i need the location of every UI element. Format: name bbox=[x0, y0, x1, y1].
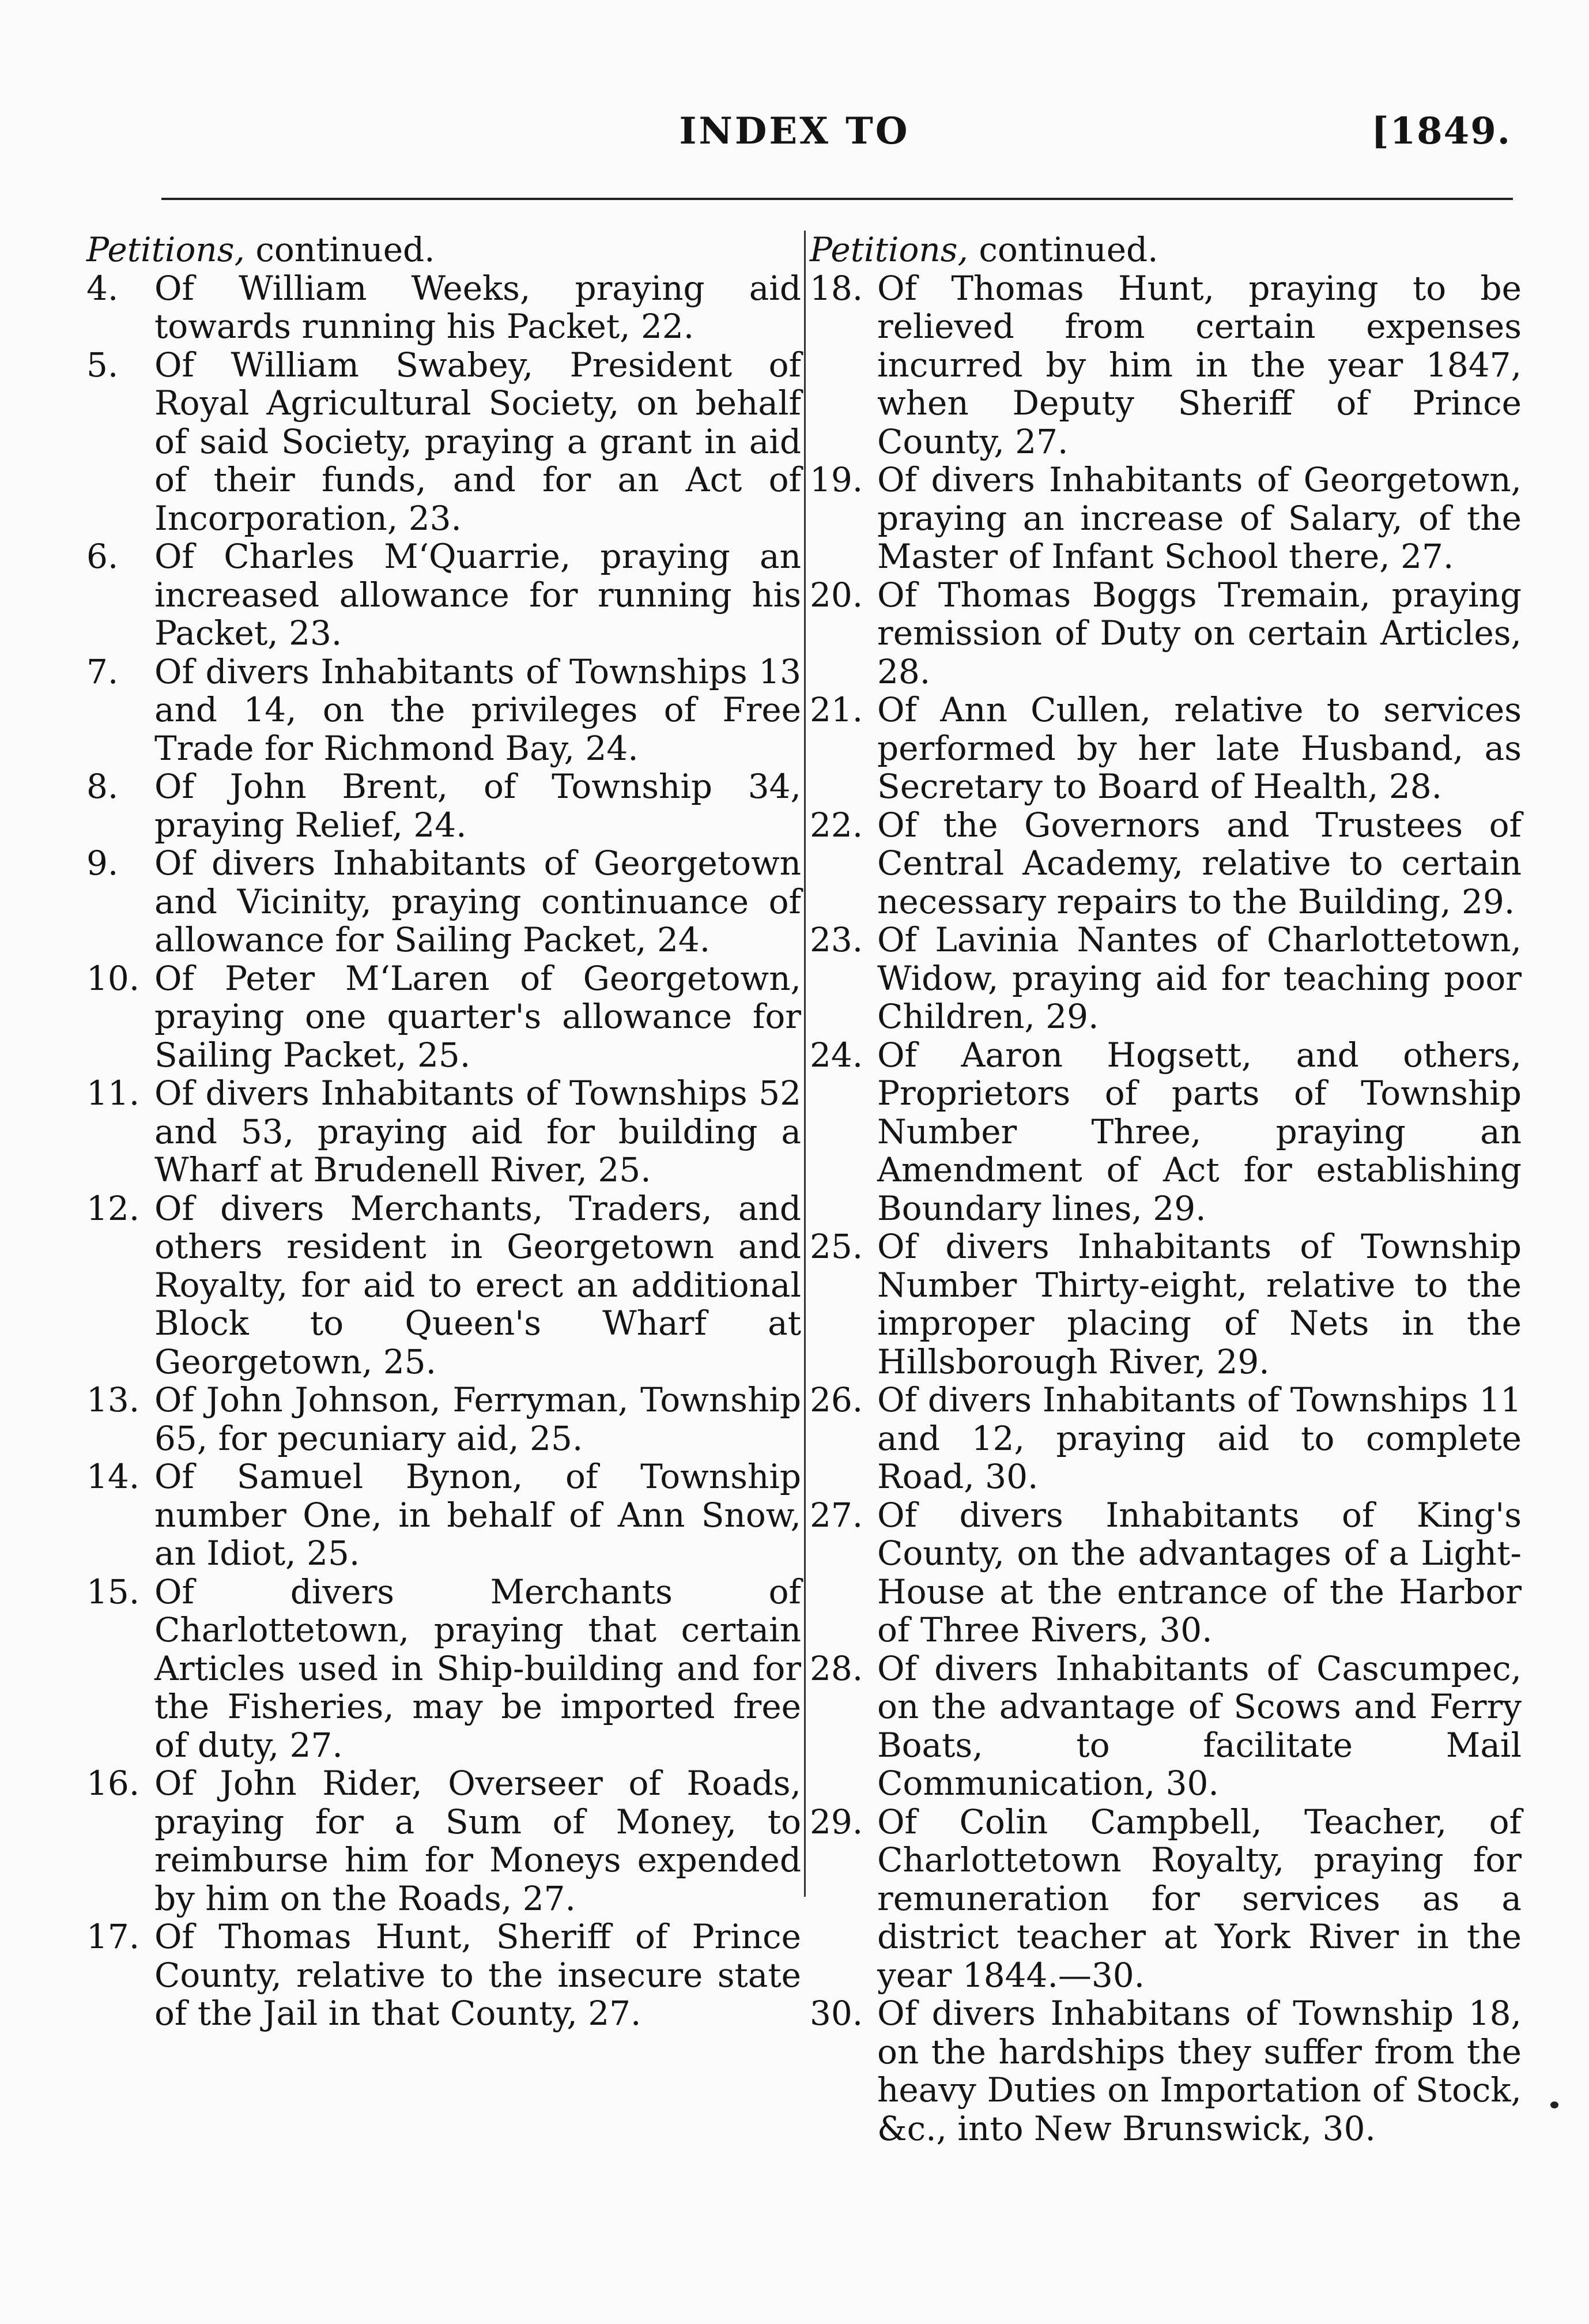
index-entry bbox=[810, 461, 1522, 576]
ink-mark bbox=[1550, 2101, 1558, 2108]
index-entry bbox=[810, 921, 1522, 1036]
entry-number: 8. bbox=[86, 767, 119, 806]
continued-suffix: continued. bbox=[244, 230, 435, 269]
entry-number: 28. bbox=[810, 1648, 863, 1688]
entry-number: 22. bbox=[810, 805, 863, 845]
index-entry bbox=[810, 1649, 1522, 1803]
index-entry bbox=[86, 346, 801, 538]
entry-number: 24. bbox=[810, 1035, 863, 1075]
index-columns bbox=[86, 230, 1522, 2148]
entry-number: 20. bbox=[810, 575, 863, 615]
index-entry bbox=[810, 576, 1522, 691]
entry-text: Of Peter M‘Laren of Georgetown, praying one quarter's allowance for Sailing Packet, 25. bbox=[154, 958, 801, 1075]
index-entry bbox=[86, 1764, 801, 1918]
continued-suffix: continued. bbox=[968, 230, 1158, 269]
entry-text: Of Lavinia Nantes of Charlottetown, Widow, praying aid for teaching poor Children, 29. bbox=[877, 920, 1522, 1036]
entry-number: 9. bbox=[86, 843, 119, 883]
entry-number: 13. bbox=[86, 1380, 140, 1419]
left-continued-heading bbox=[86, 231, 801, 269]
entry-text: Of Samuel Bynon, of Township number One, in behalf of Ann Snow, an Idiot, 25. bbox=[154, 1457, 801, 1573]
index-entry bbox=[86, 1457, 801, 1573]
entry-text: Of John Johnson, Ferryman, Township 65, for pecuniary aid, 25. bbox=[154, 1380, 801, 1458]
entry-text: Of John Rider, Overseer of Roads, praying for a Sum of Money, to reimburse him for Moneys expended by him on the Roads, 27. bbox=[154, 1764, 801, 1918]
entry-number: 7. bbox=[86, 651, 119, 691]
index-entry bbox=[86, 537, 801, 653]
entry-text: Of William Weeks, praying aid towards running his Packet, 22. bbox=[154, 268, 801, 346]
index-entry bbox=[810, 1994, 1522, 2148]
entry-number: 12. bbox=[86, 1188, 140, 1228]
index-entry bbox=[86, 269, 801, 346]
continued-label: Petitions, bbox=[810, 230, 968, 269]
entry-text: Of divers Merchants, Traders, and others resident in Georgetown and Royalty, for aid to erect an additional Block to Queen's Wharf at Georgetown, 25. bbox=[154, 1188, 801, 1381]
left-entry-list bbox=[86, 269, 801, 2033]
left-column bbox=[86, 231, 801, 2033]
entry-number: 29. bbox=[810, 1802, 863, 1841]
entry-number: 26. bbox=[810, 1380, 863, 1419]
entry-text: Of divers Inhabitants of Townships 13 and 14, on the privileges of Free Trade for Richmond Bay, 24. bbox=[154, 651, 801, 768]
index-entry bbox=[86, 844, 801, 959]
entry-number: 27. bbox=[810, 1495, 863, 1535]
entry-text: Of John Brent, of Township 34, praying Relief, 24. bbox=[154, 767, 801, 845]
entry-text: Of divers Inhabitants of Cascumpec, on the advantage of Scows and Ferry Boats, to facilitate Mail Communication, 30. bbox=[877, 1648, 1522, 1803]
entry-number: 25. bbox=[810, 1227, 863, 1266]
entry-text: Of divers Merchants of Charlottetown, praying that certain Articles used in Ship-building and for the Fisheries, may be imported free of duty, 27. bbox=[154, 1572, 801, 1765]
index-entry bbox=[86, 653, 801, 768]
index-entry bbox=[86, 767, 801, 844]
entry-number: 15. bbox=[86, 1572, 140, 1611]
index-entry bbox=[86, 1074, 801, 1189]
entry-text: Of Thomas Hunt, Sheriff of Prince County, relative to the insecure state of the Jail in that County, 27. bbox=[154, 1917, 801, 2033]
index-entry bbox=[86, 1381, 801, 1457]
index-entry bbox=[810, 1381, 1522, 1496]
index-entry bbox=[810, 1227, 1522, 1381]
header-rule bbox=[161, 198, 1513, 200]
page-year: [1849. bbox=[1371, 110, 1511, 153]
entry-text: Of Ann Cullen, relative to services performed by her late Husband, as Secretary to Board of Health, 28. bbox=[877, 690, 1522, 806]
entry-text: Of divers Inhabitants of King's County, on the advantages of a Light-House at the entrance of the Harbor of Three Rivers, 30. bbox=[877, 1495, 1522, 1649]
entry-text: Of divers Inhabitants of Township Number Thirty-eight, relative to the improper placing of Nets in the Hillsborough River, 29. bbox=[877, 1227, 1522, 1381]
entry-number: 21. bbox=[810, 690, 863, 729]
page-title: INDEX TO bbox=[679, 110, 910, 153]
entry-number: 10. bbox=[86, 958, 140, 998]
entry-number: 17. bbox=[86, 1917, 140, 1956]
index-entry bbox=[86, 959, 801, 1075]
entry-number: 6. bbox=[86, 537, 119, 576]
entry-text: Of Thomas Hunt, praying to be relieved from certain expenses incurred by him in the year 1847, when Deputy Sheriff of Prince County, 27. bbox=[877, 268, 1522, 461]
entry-number: 19. bbox=[810, 460, 863, 499]
index-entry bbox=[810, 1803, 1522, 1995]
entry-text: Of Thomas Boggs Tremain, praying remission of Duty on certain Articles, 28. bbox=[877, 575, 1522, 691]
page-header bbox=[0, 110, 1589, 161]
column-divider bbox=[804, 231, 806, 1897]
entry-text: Of divers Inhabitants of Georgetown and Vicinity, praying continuance of allowance for Sailing Packet, 24. bbox=[154, 843, 801, 959]
index-entry bbox=[810, 806, 1522, 921]
continued-label: Petitions, bbox=[86, 230, 245, 269]
entry-text: Of Aaron Hogsett, and others, Proprietors of parts of Township Number Three, praying an Amendment of Act for establishing Boundary lines, 29. bbox=[877, 1035, 1522, 1228]
right-entry-list bbox=[810, 269, 1522, 2148]
right-continued-heading bbox=[810, 231, 1522, 269]
entry-number: 5. bbox=[86, 345, 119, 385]
entry-text: Of the Governors and Trustees of Central Academy, relative to certain necessary repairs to the Building, 29. bbox=[877, 805, 1522, 921]
index-entry bbox=[810, 691, 1522, 806]
entry-text: Of divers Inhabitans of Township 18, on the hardships they suffer from the heavy Duties on Importation of Stock, &c., into New Brunswick, 30. bbox=[877, 1994, 1522, 2148]
right-column bbox=[810, 231, 1522, 2148]
entry-text: Of divers Inhabitants of Georgetown, praying an increase of Salary, of the Master of Infant School there, 27. bbox=[877, 460, 1522, 576]
index-entry bbox=[86, 1573, 801, 1765]
index-entry bbox=[86, 1189, 801, 1381]
entry-number: 23. bbox=[810, 920, 863, 959]
entry-number: 30. bbox=[810, 1994, 863, 2033]
entry-text: Of divers Inhabitants of Townships 11 and 12, praying aid to complete Road, 30. bbox=[877, 1380, 1522, 1496]
entry-number: 18. bbox=[810, 268, 863, 308]
index-entry bbox=[86, 1918, 801, 2033]
entry-text: Of Colin Campbell, Teacher, of Charlottetown Royalty, praying for remuneration for services as a district teacher at York River in the year 1844.—30. bbox=[877, 1802, 1522, 1995]
index-entry bbox=[810, 1036, 1522, 1228]
entry-text: Of Charles M‘Quarrie, praying an increased allowance for running his Packet, 23. bbox=[154, 537, 801, 653]
index-entry bbox=[810, 1496, 1522, 1649]
entry-number: 11. bbox=[86, 1074, 140, 1113]
index-entry bbox=[810, 269, 1522, 461]
entry-number: 14. bbox=[86, 1457, 140, 1496]
entry-number: 16. bbox=[86, 1764, 140, 1803]
entry-number: 4. bbox=[86, 268, 119, 308]
entry-text: Of divers Inhabitants of Townships 52 and 53, praying aid for building a Wharf at Brudenell River, 25. bbox=[154, 1074, 801, 1189]
entry-text: Of William Swabey, President of Royal Agricultural Society, on behalf of said Society, praying a grant in aid of their funds, and for an Act of Incorporation, 23. bbox=[154, 345, 801, 538]
